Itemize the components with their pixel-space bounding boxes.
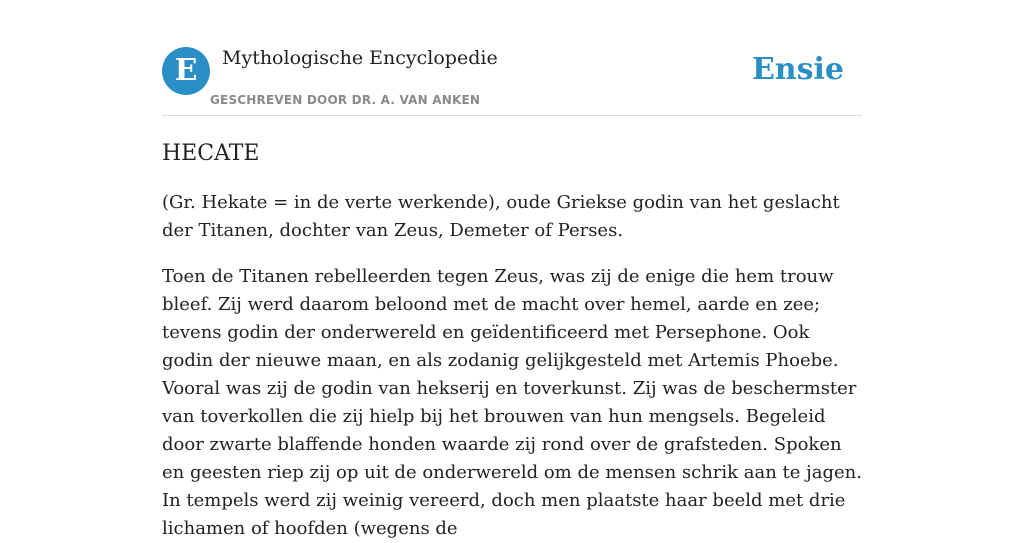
article-paragraph: Toen de Titanen rebelleerden tegen Zeus, was zij de enige die hem trouw bleef. Zij werd daarom beloond met de macht over hemel, aarde en zee; tevens godin der onderwereld en geïdentificeerd met Persephone. Ook godin der nieuwe maan, en als zodanig gelijkgesteld met Artemis Phoebe. Vooral was zij de godin van hekserij en toverkunst. Zij was de beschermster van toverkollen die zij hielp bij het brouwen van hun mengsels. Begeleid door zwarte blaffende honden waarde zij rond over de grafsteden. Spoken en geesten riep zij op uit de onderwereld om de mensen schrik aan te jagen. In tempels werd zij weinig vereerd, doch men plaatste haar beeld met drie lichamen of hoofden (wegens de: [162, 266, 862, 539]
header: [162, 46, 862, 116]
author-byline: GESCHREVEN DOOR DR. A. VAN ANKEN: [210, 93, 481, 107]
entry-title: HECATE: [162, 141, 260, 166]
book-title-link[interactable]: Mythologische Encyclopedie: [222, 47, 498, 69]
book-logo[interactable]: E: [162, 47, 210, 95]
ensie-brand-logo[interactable]: Ensie: [751, 52, 844, 87]
article-paragraph: (Gr. Hekate = in de verte werkende), oude Griekse godin van het geslacht der Titanen, dochter van Zeus, Demeter of Perses.: [162, 192, 840, 241]
article: [162, 138, 862, 543]
